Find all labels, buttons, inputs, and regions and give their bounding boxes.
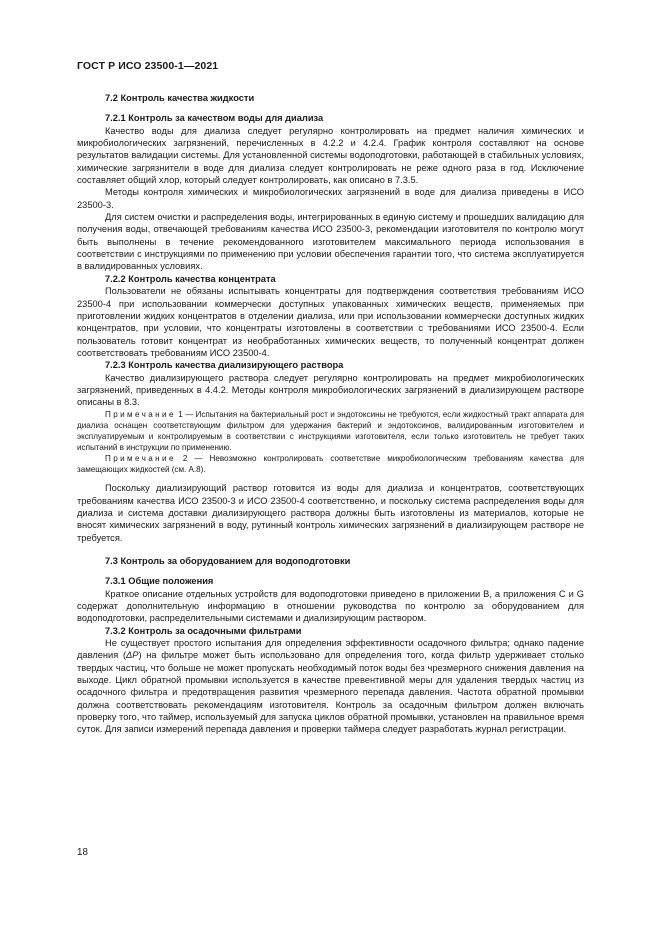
section-7-2-title: 7.2 Контроль качества жидкости xyxy=(105,93,255,103)
paragraph: Для систем очистки и распределения воды, интегрированных в единую систему и прошедших валидацию для получения воды, отвечающей требованиям качества ИСО 23500-3, рекомендации изготовителя по контролю могут быть выполнены в течение рекомендованного изготовителем максимального периода использования в соответствии с инструкциями по применению при условии обеспечения гарантии того, что система эксплуатируется в валидированных условиях. xyxy=(77,212,584,272)
paragraph-text: Не существует простого испытания для определения эффективности осадочного фильтра; однако падение давления ( xyxy=(77,637,584,661)
note-text: 1 — Испытания на бактериальный рост и эндотоксины не требуются, если жидкостный тракт аппарата для диализа оснащен соответствующим фильтром для удержания бактерий и эндотоксинов, валидированным изготовителем и эксплуатируемым и контролируемым в соответствии с инструкциями изготовителя, если только изготовитель не требует таких испытаний в инструкции по применению. xyxy=(77,409,584,452)
paragraph: Качество воды для диализа следует регулярно контролировать на предмет наличия химических и микробиологических загрязнений, перечисленных в 4.2.2 и 4.2.4. График контроля составляют на основе результатов валидации системы. Для установленной системы водоподготовки, работающей в стабильных условиях, химические загрязнители в воде для диализа следует контролировать не реже одного раза в год. Исключение составляет общий хлор, который следует контролировать, как описано в 7.3.5. xyxy=(77,125,584,186)
document-header-code: ГОСТ Р ИСО 23500-1—2021 xyxy=(77,60,219,72)
paragraph: Методы контроля химических и микробиологических загрязнений в воде для диализа приведены в ИСО 23500-3. xyxy=(77,187,584,210)
section-7-2-3-title: 7.2.3 Контроль качества диализирующего раствора xyxy=(105,360,344,371)
section-7-3-title: 7.3 Контроль за оборудованием для водоподготовки xyxy=(105,555,351,566)
paragraph: Пользователи не обязаны испытывать концентраты для подтверждения соответствия требованиям ИСО 23500-4 при использовании коммерчески доступных упакованных химических веществ, применяемых при приготовлении жидких концентратов в отделении диализа, или при использовании коммерчески доступных жидких концентратов, при условии, что концентраты изготовлены в соответствии с требованиями ИСО 23500-4. Если пользователь готовит концентрат из необработанных химических веществ, то полученный концентрат должен соответствовать требованиям ИСО 23500-4. xyxy=(77,286,584,358)
paragraph: Поскольку диализирующий раствор готовится из воды для диализа и концентратов, соответствующих требованиям качества ИСО 23500-3 и ИСО 23500-4 соответственно, и поскольку система распределения воды для диализа и система доставки диализирующего раствора должны быть изготовлены из материалов, которые не вносят химических загрязнений в воду, рутинный контроль химических загрязнений в диализирующем растворе не требуется. xyxy=(77,483,584,543)
paragraph: Качество диализирующего раствора следует регулярно контролировать на предмет микробиологических загрязнений, приведенных в 4.4.2. Методы контроля микробиологических загрязнений в диализирующем растворе описаны в 8.3. xyxy=(77,372,584,408)
paragraph xyxy=(77,637,584,736)
page-number: 18 xyxy=(77,847,88,858)
note-text: 2 — Невозможно контролировать соответствие микробиологическим требованиям качества для замещающих жидкостей (см. А.8). xyxy=(77,453,584,475)
note-2 xyxy=(77,453,584,475)
paragraph: Краткое описание отдельных устройств для водоподготовки приведено в приложении В, а приложения С и G содержат дополнительную информацию в отношении руководства по контролю за оборудованием для водоподготовки, распределительными системами и диализирующим раствором. xyxy=(77,588,584,624)
note-1 xyxy=(77,409,584,453)
delta-p-symbol: ΔP xyxy=(126,650,139,661)
section-7-3-1-title: 7.3.1 Общие положения xyxy=(105,576,214,587)
document-body xyxy=(77,92,584,736)
note-label: Примечание xyxy=(105,409,176,419)
note-label: Примечание xyxy=(105,453,176,463)
section-7-3-2-title: 7.3.2 Контроль за осадочными фильтрами xyxy=(105,625,302,636)
paragraph-text: ) на фильтре может быть использовано для определения того, когда фильтр удерживает столько твердых частиц, что больше не может пропускать необходимый поток воды без чрезмерного снижения давления на выходе. Цикл обратной промывки используется в качестве превентивной меры для удаления твердых частиц из осадочного фильтра и предотвращения развития чрезмерного перепада давления. Частота обратной промывки должна соответствовать рекомендациям изготовителя. Контроль за осадочным фильтром должен включать проверку того, что таймер, используемый для запуска циклов обратной промывки, установлен на правильное время суток. Для записи измерений перепада давления и проверки таймера следует разработать журнал регистрации. xyxy=(77,650,584,735)
section-7-2-1-title: 7.2.1 Контроль за качеством воды для диализа xyxy=(105,113,324,124)
section-7-2-2-title: 7.2.2 Контроль качества концентрата xyxy=(105,273,276,284)
